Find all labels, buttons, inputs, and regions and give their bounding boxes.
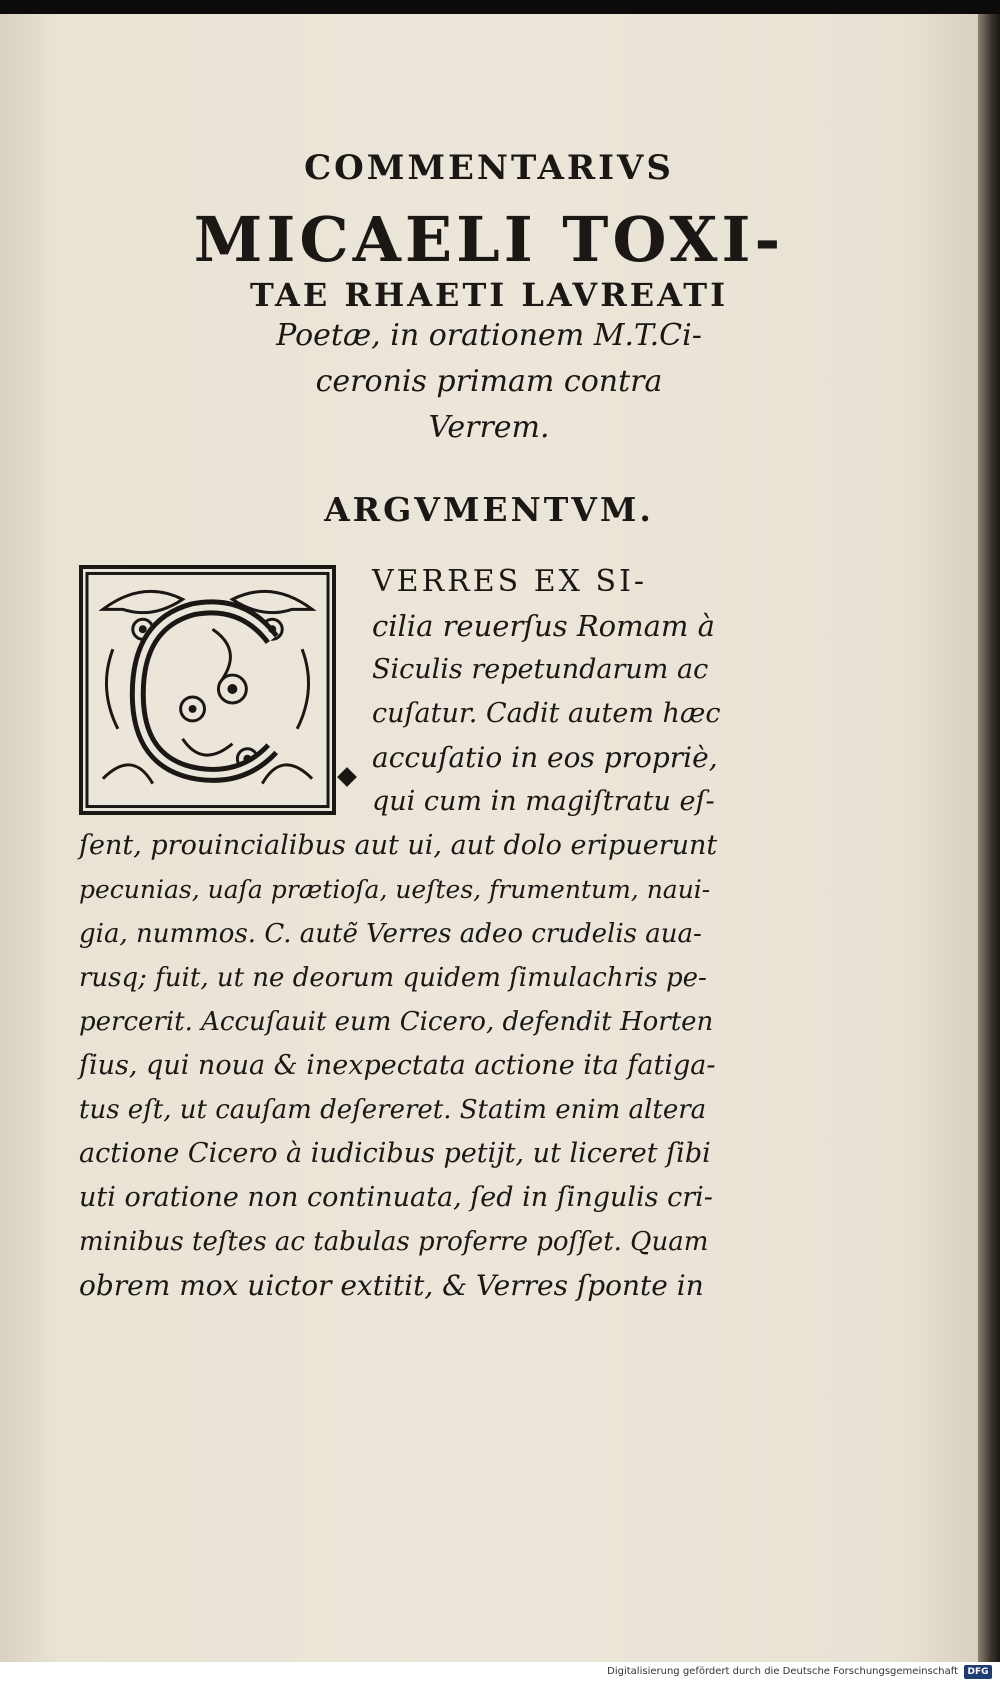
- title-line-2: MICAELI TOXI-: [193, 203, 785, 276]
- decorated-initial: [79, 565, 336, 815]
- title-line-3: TAE RHAETI LAVREATI: [249, 276, 729, 314]
- text-line: tus eſt, ut cauſam deſereret. Statim enim altera: [79, 1095, 707, 1125]
- dfg-logo: DFG: [964, 1665, 992, 1679]
- section-heading: ARGVMENTVM.: [324, 490, 654, 529]
- text-line: ſius, qui noua & inexpectata actione ita fatiga-: [79, 1050, 716, 1081]
- text-line: actione Cicero à iudicibus petijt, ut liceret ſibi: [79, 1138, 711, 1169]
- text-line: cilia reuerſus Romam à: [372, 609, 715, 643]
- title-line-4: Poetæ, in orationem M.T.Ci-: [276, 318, 702, 353]
- text-line: uti oratione non continuata, ſed in ſingulis cri-: [79, 1182, 713, 1213]
- floral-initial-c-icon: [83, 569, 332, 811]
- text-line: accuſatio in eos propriè,: [372, 741, 718, 774]
- digitization-credit: Digitalisierung gefördert durch die Deutsche Forschungsgemeinschaft: [607, 1666, 958, 1677]
- text-line: percerit. Accuſauit eum Cicero, defendit Horten: [79, 1007, 714, 1037]
- text-line: qui cum in magiſtratu eſ-: [372, 786, 715, 817]
- page-edge: [978, 14, 1000, 1662]
- text-line: cuſatur. Cadit autem hæc: [372, 698, 721, 729]
- title-line-1: COMMENTARIVS: [304, 148, 674, 188]
- text-line: Siculis repetundarum ac: [372, 654, 709, 685]
- text-line: ſent, prouincialibus aut ui, aut dolo eripuerunt: [79, 830, 718, 861]
- text-line: VERRES EX SI-: [372, 564, 648, 599]
- text-line: minibus teſtes ac tabulas proferre poſſet. Quam: [79, 1227, 709, 1257]
- text-line: pecunias, uaſa prætioſa, ueſtes, frumentum, naui-: [79, 875, 711, 904]
- text-line: rusq; fuit, ut ne deorum quidem ſimulachris pe-: [79, 963, 707, 993]
- title-line-6: Verrem.: [428, 410, 550, 445]
- title-line-5: ceronis primam contra: [315, 364, 663, 399]
- text-line: obrem mox uictor extitit, & Verres ſponte in: [79, 1269, 704, 1302]
- text-line: gia, nummos. C. autẽ Verres adeo crudelis aua-: [79, 919, 702, 949]
